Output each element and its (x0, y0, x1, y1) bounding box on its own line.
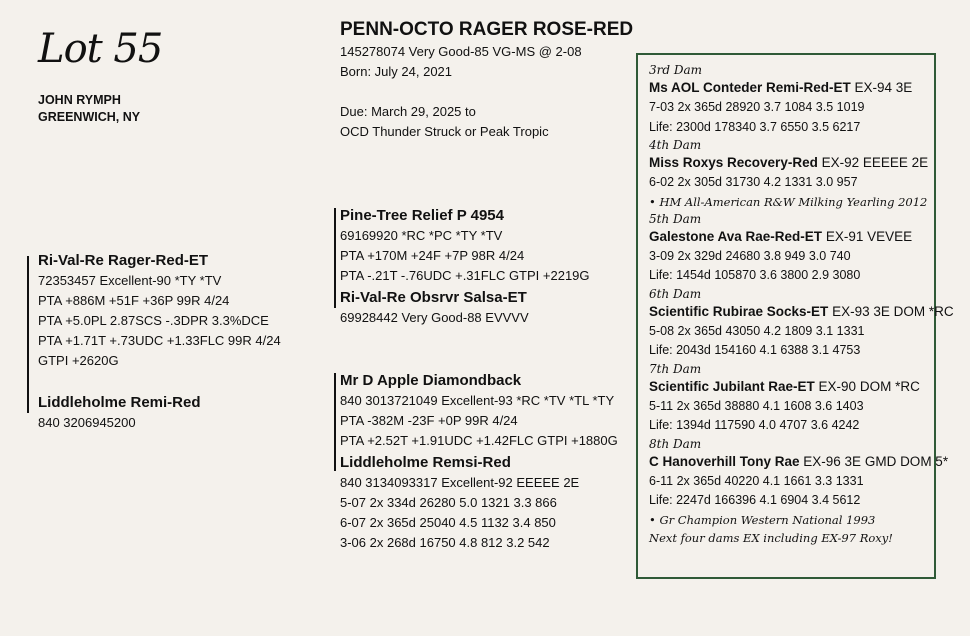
dam-generation-label: 4th Dam (649, 138, 702, 152)
lot-number: Lot 55 (38, 26, 163, 72)
sire-line: PTA +1.71T +.73UDC +1.33FLC 99R 4/24 (38, 333, 281, 348)
ancestor-dam-record: 6-11 2x 365d 40220 4.1 1661 3.3 1331 (649, 473, 864, 488)
subject-due: Due: March 29, 2025 to (340, 104, 476, 119)
sire-block (38, 250, 281, 371)
ancestor-dam-record: 7-03 2x 365d 28920 3.7 1084 3.5 1019 (649, 100, 865, 114)
subject-name: PENN-OCTO RAGER ROSE-RED (340, 19, 634, 40)
sire-dam-block (340, 287, 529, 328)
sire-name: Ri-Val-Re Rager-Red-ET (38, 252, 209, 269)
dam-dam-line: 6-07 2x 365d 25040 4.5 1132 3.4 850 (340, 515, 556, 530)
subject-born: Born: July 24, 2021 (340, 64, 453, 79)
sire-dam-name: Ri-Val-Re Obsrvr Salsa-ET (340, 289, 527, 306)
ancestor-dam-name: Scientific Rubirae Socks-ET EX-93 3E DOM *RC (649, 303, 954, 319)
ancestor-dam-record: Life: 1394d 117590 4.0 4707 3.6 4242 (649, 418, 860, 432)
dam-sire-line: PTA -382M -23F +0P 99R 4/24 (340, 413, 518, 428)
consignor (38, 92, 140, 126)
footer-note: Next four dams EX including EX-97 Roxy! (649, 530, 893, 545)
sire-sire-line: PTA -.21T -.76UDC +.31FLC GTPI +2219G (340, 268, 590, 283)
sire-line: PTA +5.0PL 2.87SCS -.3DPR 3.3%DCE (38, 313, 269, 328)
ancestor-dam-name: C Hanoverhill Tony Rae EX-96 3E GMD DOM 5* (649, 453, 949, 469)
sire-line: PTA +886M +51F +36P 99R 4/24 (38, 293, 230, 308)
subject-service: OCD Thunder Struck or Peak Tropic (340, 124, 549, 139)
ancestor-dam-name: Ms AOL Conteder Remi-Red-ET EX-94 3E (649, 80, 913, 95)
dam-generation-label: 8th Dam (649, 436, 702, 451)
ancestor-dam-note: • Gr Champion Western National 1993 (649, 512, 876, 527)
ancestor-dam-record: 6-02 2x 305d 31730 4.2 1331 3.0 957 (649, 175, 858, 189)
dam-generation-label: 6th Dam (649, 286, 702, 301)
ancestor-dam-record: Life: 2300d 178340 3.7 6550 3.5 6217 (649, 119, 861, 134)
ancestor-dam-record: Life: 2043d 154160 4.1 6388 3.1 4753 (649, 343, 861, 357)
ancestor-dam-name: Scientific Jubilant Rae-ET EX-90 DOM *RC (649, 378, 920, 394)
sire-bracket (27, 256, 29, 398)
sire-sire-line: PTA +170M +24F +7P 98R 4/24 (340, 248, 525, 263)
dam-dam-bracket (334, 453, 336, 471)
dam-dam-line: 3-06 2x 268d 16750 4.8 812 3.2 542 (340, 535, 550, 550)
ancestor-dam-note: • HM All-American R&W Milking Yearling 2012 (649, 194, 928, 209)
dam-sire-line: PTA +2.52T +1.91UDC +1.42FLC GTPI +1880G (340, 433, 618, 448)
dam-block (38, 392, 201, 433)
dam-line: 840 3206945200 (38, 415, 136, 430)
dam-generation-label: 3rd Dam (649, 63, 703, 77)
dam-dam-block (340, 452, 579, 553)
ancestor-dam-name: Miss Roxys Recovery-Red EX-92 EEEEE 2E (649, 155, 929, 170)
ancestor-dam-record: Life: 2247d 166396 4.1 6904 3.4 5612 (649, 493, 861, 507)
dam-dam-name: Liddleholme Remsi-Red (340, 454, 511, 471)
dam-dam-line: 5-07 2x 334d 26280 5.0 1321 3.3 866 (340, 495, 557, 510)
dam-sire-bracket (334, 373, 336, 453)
sire-sire-bracket (334, 208, 336, 286)
sire-sire-name: Pine-Tree Relief P 4954 (340, 207, 504, 224)
dam-generation-label: 7th Dam (649, 361, 702, 376)
dam-bracket (27, 395, 29, 413)
subject-block (340, 18, 633, 142)
dam-name: Liddleholme Remi-Red (38, 394, 201, 411)
sire-dam-bracket (334, 286, 336, 308)
consignor-location: GREENWICH, NY (38, 110, 141, 124)
ancestor-dam-record: 3-09 2x 329d 24680 3.8 949 3.0 740 (649, 248, 851, 263)
ancestor-dam-record: 5-11 2x 365d 38880 4.1 1608 3.6 1403 (649, 398, 864, 413)
dam-sire-name: Mr D Apple Diamondback (340, 372, 522, 389)
dam-dam-line: 840 3134093317 Excellent-92 EEEEE 2E (340, 475, 580, 490)
ancestor-dam-name: Galestone Ava Rae-Red-ET EX-91 VEVEE (649, 228, 913, 244)
dam-generation-label: 5th Dam (649, 211, 702, 226)
sire-dam-line: 69928442 Very Good-88 EVVVV (340, 310, 529, 325)
ancestor-dam-record: 5-08 2x 365d 43050 4.2 1809 3.1 1331 (649, 323, 865, 338)
subject-registration: 145278074 Very Good-85 VG-MS @ 2-08 (340, 44, 582, 59)
sire-sire-block (340, 205, 590, 286)
dam-sire-line: 840 3013721049 Excellent-93 *RC *TV *TL *TY (340, 393, 615, 408)
dam-sire-block (340, 370, 618, 451)
consignor-name: JOHN RYMPH (38, 93, 121, 107)
maternal-line (649, 62, 954, 547)
sire-sire-line: 69169920 *RC *PC *TY *TV (340, 228, 503, 243)
sire-line: GTPI +2620G (38, 353, 119, 368)
sire-line: 72353457 Excellent-90 *TY *TV (38, 273, 222, 288)
ancestor-dam-record: Life: 1454d 105870 3.6 3800 2.9 3080 (649, 268, 861, 282)
